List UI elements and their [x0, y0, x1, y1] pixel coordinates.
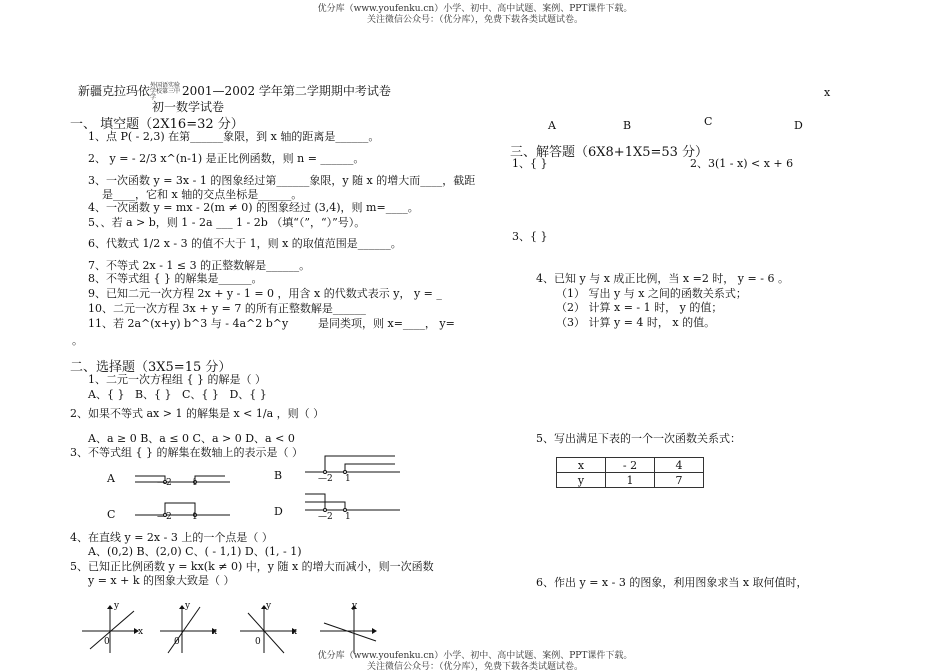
page-header-line1: 优分库（www.youfenku.cn）小学、初中、高中试题、案例、PPT课件下载。	[317, 4, 633, 14]
number-line-label-b: B	[274, 469, 283, 482]
answer-letter-a: A	[548, 119, 556, 132]
s3-question-4-part3: （3） 计算 y = 4 时， x 的值。	[556, 316, 716, 329]
s3-question-4-part2: （2） 计算 x = - 1 时， y 的值；	[556, 301, 723, 314]
graph-b-origin: 0	[174, 637, 180, 647]
graph-a-y-label: y	[114, 601, 120, 611]
section3-heading: 三、解答题（6X8+1X5=53 分）	[510, 145, 709, 160]
s1-question-11c: 。	[72, 334, 83, 347]
tick-c-1: 1	[192, 512, 198, 522]
school-name-b: 2001—2002 学年第二学期期中考试卷	[182, 84, 391, 98]
exam-subtitle: 初一数学试卷	[152, 100, 225, 114]
number-line-label-c: C	[107, 508, 116, 521]
exam-title	[78, 82, 391, 101]
table-row	[557, 473, 704, 488]
table-cell: - 2	[606, 458, 655, 473]
page-footer-line2: 关注微信公众号：（优分库），免费下载各类试题试卷。	[366, 662, 583, 672]
graph-c-origin: 0	[255, 637, 261, 647]
number-line-label-d: D	[274, 505, 283, 518]
s3-question-2: 2、3(1 - x) < x + 6	[690, 157, 794, 170]
graph-d-y-label: y	[352, 601, 358, 611]
s2-question-1: 1、二元一次方程组 { } 的解是（ ）	[88, 373, 266, 386]
section1-heading: 一、 填空题（2X16=32 分）	[70, 117, 244, 132]
answer-letter-c: C	[704, 115, 713, 128]
s1-question-1: 1、点 P( - 2,3) 在第______象限，到 x 轴的距离是______。	[88, 130, 380, 143]
tick-d-m2: —2	[318, 512, 333, 522]
option-b: B、{ }	[134, 388, 172, 401]
s1-question-8: 8、不等式组 { } 的解集是______。	[88, 272, 263, 285]
s2-question-2-options: A、a ≥ 0 B、a ≤ 0 C、a > 0 D、a < 0	[88, 432, 295, 445]
s2-question-4: 4、在直线 y = 2x - 3 上的一个点是（ ）	[70, 531, 273, 544]
option-d: D、{ }	[229, 388, 267, 401]
page-footer-line1: 优分库（www.youfenku.cn）小学、初中、高中试题、案例、PPT课件下载。	[317, 651, 633, 661]
s2-question-1-options	[88, 386, 267, 402]
number-line-c	[135, 495, 235, 525]
graph-b-x-label: x	[212, 627, 218, 637]
tick-b-1: 1	[345, 474, 351, 484]
stray-x: x	[824, 86, 831, 99]
table-row	[557, 458, 704, 473]
s3-question-3: 3、{ }	[512, 230, 548, 243]
s2-question-5a: 5、已知正比例函数 y = kx(k ≠ 0) 中，y 随 x 的增大而减小，则一次函数	[70, 560, 434, 573]
graph-c-x-label: x	[292, 627, 298, 637]
s1-question-4: 4、一次函数 y = mx - 2(m ≠ 0) 的图象经过 (3,4)，则 m=____。	[88, 201, 419, 214]
number-line-a	[135, 462, 235, 492]
tick-c-m2: —2	[157, 512, 172, 522]
s1-question-11b: 是同类项，则 x=____， y=	[318, 317, 455, 330]
table-cell: x	[557, 458, 606, 473]
s1-question-10: 10、二元一次方程 3x + y = 7 的所有正整数解是______	[88, 302, 366, 315]
number-line-label-a: A	[107, 472, 115, 485]
answer-letter-d: D	[794, 119, 803, 132]
s2-question-3: 3、不等式组 { } 的解集在数轴上的表示是（ ）	[70, 446, 303, 459]
graph-c-y-label: y	[266, 601, 272, 611]
graph-a-x-label: x	[138, 627, 144, 637]
s1-question-7: 7、不等式 2x - 1 ≤ 3 的正整数解是______。	[88, 259, 311, 272]
graph-a-origin: 0	[104, 637, 110, 647]
s1-question-5: 5、、若 a > b，则 1 - 2a ___ 1 - 2b （填“（”，“）”号）。	[88, 216, 366, 229]
school-name-small: 外国语实验学校第三中学	[150, 81, 181, 101]
page-header-line2: 关注微信公众号：（优分库），免费下载各类试题试卷。	[366, 15, 583, 25]
tick-d-1: 1	[345, 512, 351, 522]
option-a: A、{ }	[88, 388, 125, 401]
table-cell: 4	[655, 458, 704, 473]
tick-a-m2: —2	[157, 478, 172, 488]
answer-letter-b: B	[623, 119, 632, 132]
table-cell: y	[557, 473, 606, 488]
s3-question-6: 6、作出 y = x - 3 的图象，利用图象求当 x 取何值时，	[536, 576, 808, 589]
s1-question-6: 6、代数式 1/2 x - 3 的值不大于 1，则 x 的取值范围是______。	[88, 237, 402, 250]
section2-heading: 二、选择题（3X5=15 分）	[70, 360, 232, 375]
s2-question-2: 2、如果不等式 ax > 1 的解集是 x < 1/a ，则（ ）	[70, 407, 325, 420]
s3-question-4-part1: （1） 写出 y 与 x 之间的函数关系式；	[556, 287, 747, 300]
s2-question-4-options: A、(0,2) B、(2,0) C、( - 1,1) D、(1, - 1)	[88, 545, 302, 558]
s3-question-5: 5、写出满足下表的一个一次函数关系式：	[536, 432, 741, 445]
s2-question-5b: y = x + k 的图象大致是（ ）	[88, 574, 235, 587]
s3-question-4: 4、已知 y 与 x 成正比例，当 x =2 时， y = - 6 。	[536, 272, 789, 285]
xy-value-table	[556, 457, 704, 488]
s1-question-3b: 是____，它和 x 轴的交点坐标是______。	[102, 188, 303, 201]
s1-question-11a: 11、若 2a^(x+y) b^3 与 - 4a^2 b^y	[88, 317, 289, 330]
s1-question-9: 9、已知二元一次方程 2x + y - 1 = 0 ，用含 x 的代数式表示 y， y = _	[88, 287, 442, 300]
option-c: C、{ }	[182, 388, 219, 401]
s1-question-2: 2、 y = - 2/3 x^(n-1) 是正比例函数，则 n = ______。	[88, 152, 365, 165]
table-cell: 7	[655, 473, 704, 488]
table-cell: 1	[606, 473, 655, 488]
s3-question-1: 1、{ }	[512, 157, 548, 170]
school-name-a: 新疆克拉玛依	[78, 84, 151, 98]
tick-b-m2: —2	[318, 474, 333, 484]
s1-question-3a: 3、一次函数 y = 3x - 1 的图象经过第______象限，y 随 x 的增大而____，截距	[88, 174, 476, 187]
tick-a-1: 1	[192, 478, 198, 488]
graph-b-y-label: y	[185, 601, 191, 611]
